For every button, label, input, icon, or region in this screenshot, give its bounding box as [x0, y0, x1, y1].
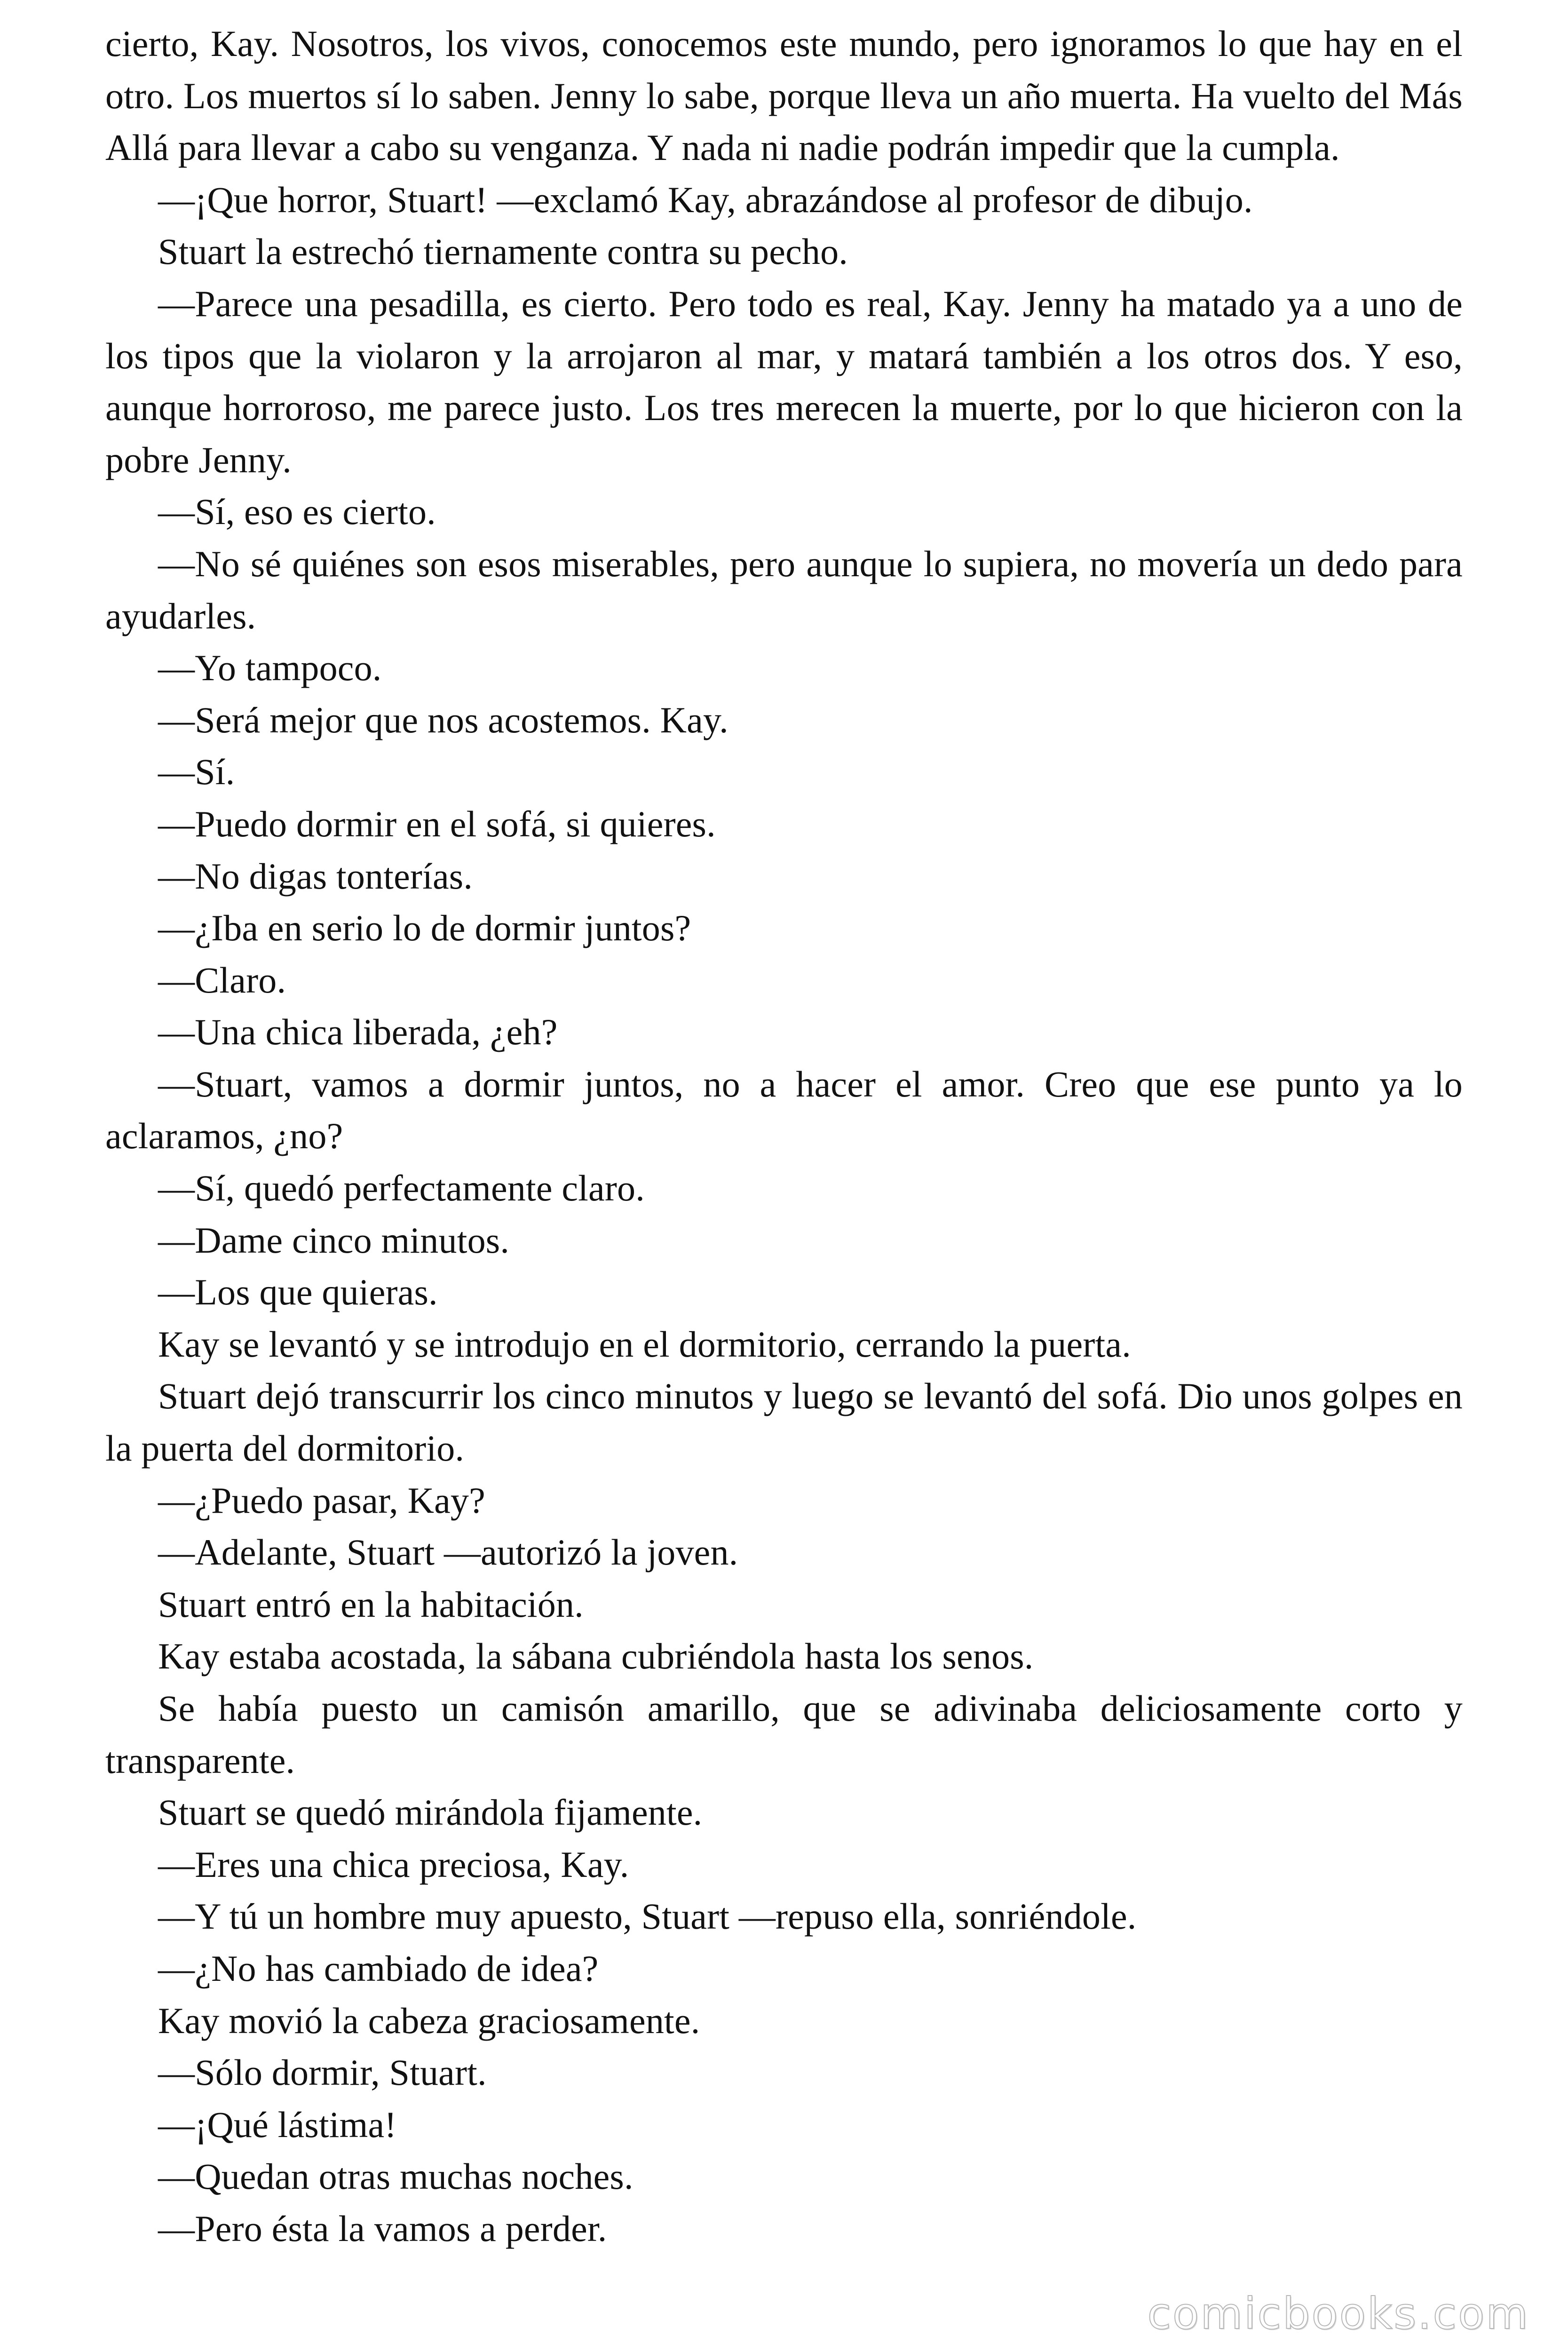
- paragraph: Kay estaba acostada, la sábana cubriéndola hasta los senos.: [158, 1636, 1034, 1677]
- paragraph: —Quedan otras muchas noches.: [158, 2156, 634, 2197]
- paragraph: —Sí, eso es cierto.: [158, 491, 436, 532]
- paragraph: —Pero ésta la vamos a perder.: [158, 2208, 607, 2249]
- paragraph: Stuart se quedó mirándola fijamente.: [158, 1792, 703, 1833]
- paragraph: —Dame cinco minutos.: [158, 1219, 510, 1261]
- paragraph: —Será mejor que nos acostemos. Kay.: [158, 699, 729, 740]
- paragraph: Kay movió la cabeza graciosamente.: [158, 2000, 700, 2041]
- watermark: comicbooks.com: [1147, 2288, 1529, 2339]
- paragraph: —¿No has cambiado de idea?: [158, 1947, 599, 1989]
- paragraph: Se había puesto un camisón amarillo, que se adivinaba deliciosamente corto y transparente.: [105, 1688, 1463, 1781]
- paragraph: Stuart la estrechó tiernamente contra su pecho.: [158, 231, 848, 272]
- paragraph: —Yo tampoco.: [158, 647, 382, 689]
- paragraph: —¿Iba en serio lo de dormir juntos?: [158, 907, 691, 949]
- paragraph: —Eres una chica preciosa, Kay.: [158, 1843, 629, 1885]
- paragraph: —Los que quieras.: [158, 1271, 438, 1313]
- body-text: [105, 18, 1463, 2255]
- paragraph: —Puedo dormir en el sofá, si quieres.: [158, 803, 716, 844]
- paragraph: —Parece una pesadilla, es cierto. Pero todo es real, Kay. Jenny ha matado ya a uno de los tipos que la violaron y la arrojaron al mar, y matará también a los otros dos. Y eso, aunque horroroso, me parece justo. Los tres merecen la muerte, por lo que hicieron con la pobre Jenny.: [105, 283, 1463, 480]
- paragraph: Stuart entró en la habitación.: [158, 1583, 584, 1625]
- paragraph: —No sé quiénes son esos miserables, pero aunque lo supiera, no movería un dedo para ayudarles.: [105, 543, 1463, 636]
- paragraph: Stuart dejó transcurrir los cinco minutos y luego se levantó del sofá. Dio unos golpes en la puerta del dormitorio.: [105, 1375, 1463, 1469]
- paragraph: —Adelante, Stuart —autorizó la joven.: [158, 1532, 738, 1573]
- paragraph: —No digas tonterías.: [158, 855, 473, 897]
- paragraph: —Sí.: [158, 751, 235, 793]
- paragraph: cierto, Kay. Nosotros, los vivos, conocemos este mundo, pero ignoramos lo que hay en el otro. Los muertos sí lo saben. Jenny lo sabe, porque lleva un año muerta. Ha vuelto del Más Allá para llevar a cabo su venganza. Y nada ni nadie podrán impedir que la cumpla.: [105, 23, 1463, 168]
- paragraph: —Sólo dormir, Stuart.: [158, 2052, 487, 2093]
- paragraph: —Una chica liberada, ¿eh?: [158, 1011, 558, 1053]
- paragraph: —¡Que horror, Stuart! —exclamó Kay, abrazándose al profesor de dibujo.: [158, 179, 1253, 220]
- paragraph: Kay se levantó y se introdujo en el dormitorio, cerrando la puerta.: [158, 1323, 1131, 1365]
- paragraph: —¡Qué lástima!: [158, 2104, 397, 2145]
- paragraph: —¿Puedo pasar, Kay?: [158, 1479, 485, 1521]
- paragraph: —Sí, quedó perfectamente claro.: [158, 1168, 645, 1209]
- paragraph: —Stuart, vamos a dormir juntos, no a hacer el amor. Creo que ese punto ya lo aclaramos, ¿no?: [105, 1063, 1463, 1157]
- paragraph: —Claro.: [158, 959, 286, 1001]
- paragraph: —Y tú un hombre muy apuesto, Stuart —repuso ella, sonriéndole.: [158, 1896, 1137, 1937]
